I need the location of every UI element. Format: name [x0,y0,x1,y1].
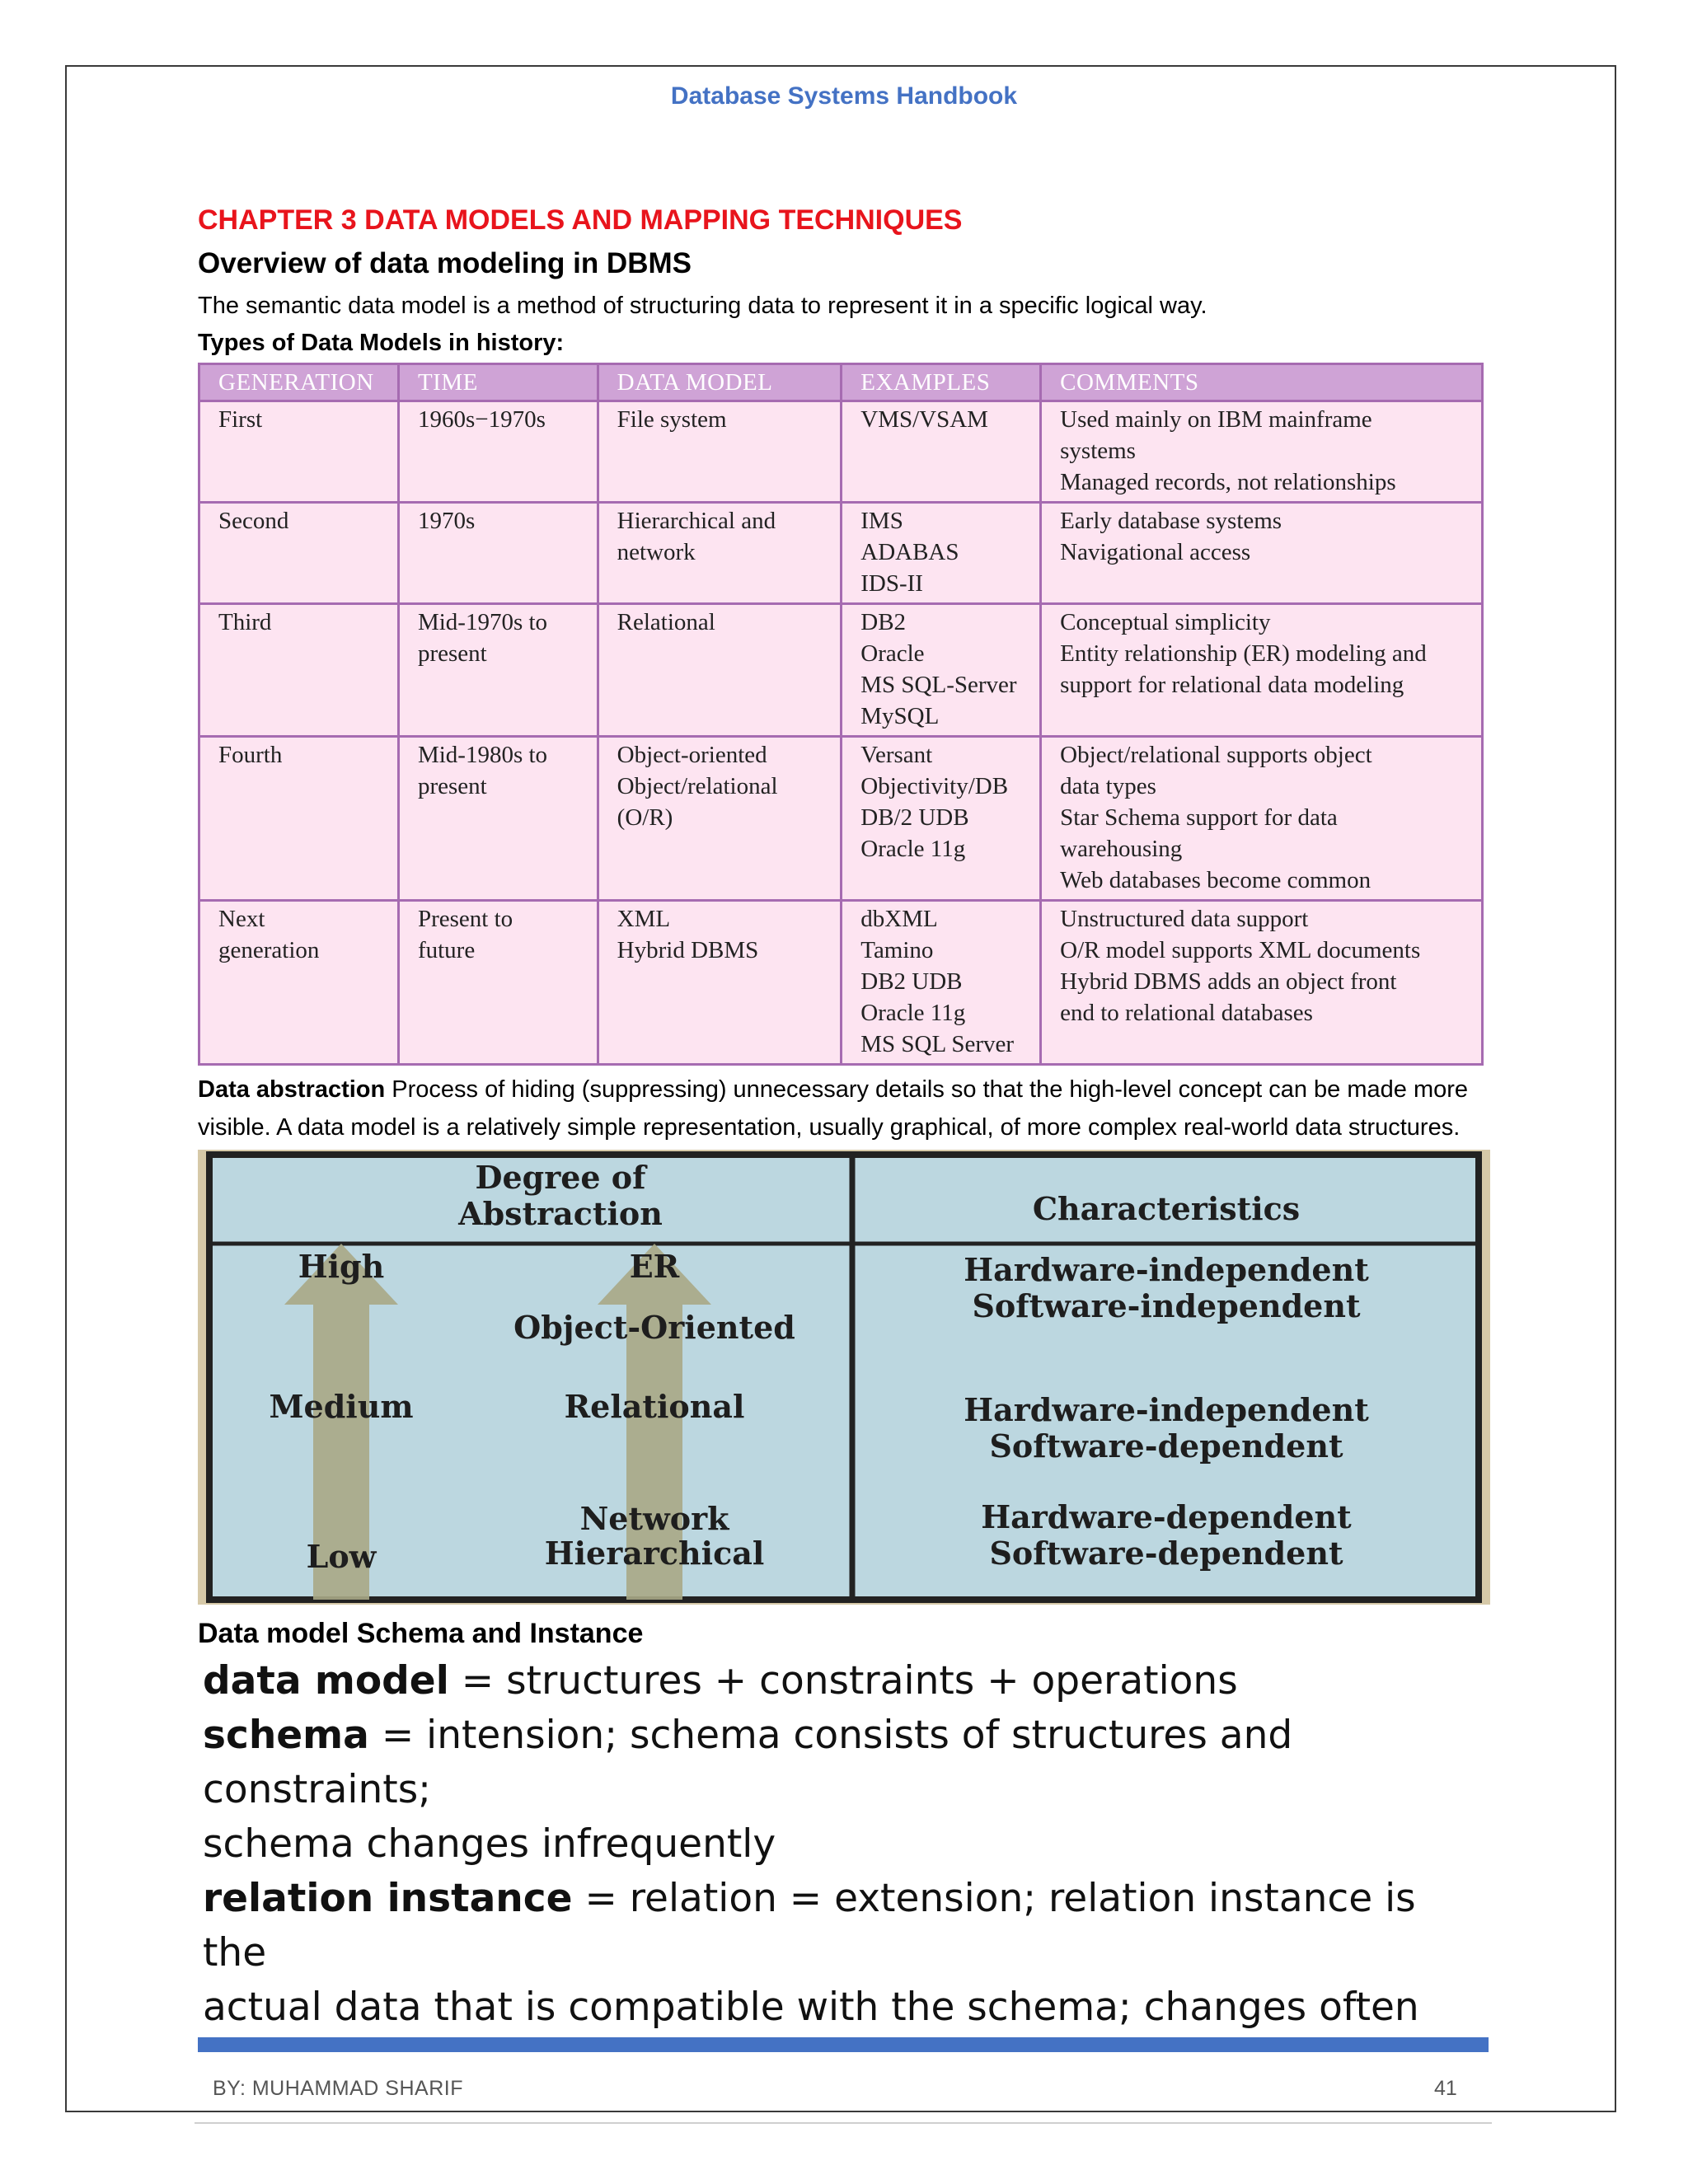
cell-line: MySQL [860,703,940,729]
column-header: COMMENTS [1041,364,1483,401]
table-body [199,401,1483,1065]
formula-text: = relation = extension; relation instance is the [203,1876,1416,1975]
level-medium: Medium [269,1388,414,1425]
cell-line: Third [218,609,272,635]
cell-line: Mid-1970s to [417,609,548,635]
cell-line: Objectivity/DB [860,773,1009,799]
cell-line: Hybrid DBMS adds an object front [1060,968,1397,995]
abstraction-paragraph [198,1071,1484,1146]
cell-line: Object-oriented [617,742,767,768]
cell-line: warehousing [1060,836,1183,862]
cell-line: 1960s−1970s [417,406,546,433]
time-cell [398,901,598,1065]
cell-line: Mid-1980s to [417,742,548,768]
formula-text: = structures + constraints + operations [448,1658,1238,1704]
cell-line: File system [617,406,727,433]
model-relational: Relational [564,1388,745,1425]
cell-line: O/R model supports XML documents [1060,937,1421,963]
examples-cell [842,401,1041,503]
cell-line: Star Schema support for data [1060,804,1338,831]
cell-line: support for relational data modeling [1060,672,1404,698]
formula-term: relation instance [203,1876,573,1921]
cell-line: Object/relational supports object [1060,742,1372,768]
time-cell [398,401,598,503]
column-header: DATA MODEL [598,364,842,401]
cell-line: 1970s [417,508,476,534]
characteristic-line: Software-dependent [989,1427,1343,1465]
cell-line: dbXML [860,906,938,932]
generation-cell [199,604,399,737]
formula-text: = intension; schema consists of structures and constraints; [203,1713,1293,1812]
characteristics-high [857,1252,1475,1324]
section-heading: Overview of data modeling in DBMS [198,247,692,279]
cell-line: Navigational access [1060,539,1251,565]
characteristic-line: Hardware-independent [964,1391,1369,1428]
page-number: 41 [1434,2077,1457,2100]
cell-line: generation [218,937,320,963]
column-header: GENERATION [199,364,399,401]
cell-line: Object/relational [617,773,778,799]
formula-block [198,1654,1484,2035]
cell-line: Conceptual simplicity [1060,609,1271,635]
bottom-rule [195,2122,1492,2124]
characteristic-line: Hardware-dependent [981,1498,1352,1535]
cell-line: First [218,406,263,433]
model-hierarchical: Hierarchical [544,1535,765,1572]
characteristic-line: Hardware-independent [964,1251,1369,1288]
cell-line: IDS-II [860,570,923,597]
column-header: TIME [398,364,598,401]
cell-line: Managed records, not relationships [1060,469,1396,495]
cell-line: Tamino [860,937,934,963]
cell-line: DB/2 UDB [860,804,969,831]
level-high: High [298,1248,385,1285]
cell-line: Relational [617,609,715,635]
cell-line: Oracle 11g [860,1000,966,1026]
comments-cell [1041,604,1483,737]
examples-cell [842,901,1041,1065]
model-network: Network [579,1500,729,1537]
cell-line: present [417,773,487,799]
generation-cell [199,503,399,604]
cell-line: data types [1060,773,1156,799]
cell-line: Hierarchical and [617,508,776,534]
cell-line: Web databases become common [1060,867,1372,893]
footer-bar [198,2037,1489,2052]
footer-author: BY: MUHAMMAD SHARIF [213,2077,463,2100]
cell-line: Early database systems [1060,508,1282,534]
degree-header-line: Abstraction [458,1195,663,1232]
cell-line: present [417,640,487,667]
examples-cell [842,737,1041,901]
generations-table [198,363,1484,1066]
model-object-oriented: Object-Oriented [513,1309,795,1346]
table-header-row [199,364,1483,401]
cell-line: Entity relationship (ER) modeling and [1060,640,1427,667]
cell-line: systems [1060,438,1136,464]
data-model-cell [598,401,842,503]
degree-header-line: Degree of [475,1159,646,1196]
characteristics-low [857,1499,1475,1572]
cell-line: DB2 UDB [860,968,963,995]
schema-heading: Data model Schema and Instance [198,1618,644,1649]
cell-line: Fourth [218,742,283,768]
cell-line: Oracle 11g [860,836,966,862]
characteristic-line: Software-dependent [989,1535,1343,1572]
cell-line: network [617,539,696,565]
types-heading: Types of Data Models in history: [198,330,565,356]
cell-line: (O/R) [617,804,673,831]
formula-line [198,1654,1484,1708]
time-cell [398,737,598,901]
table-row [199,503,1483,604]
time-cell [398,604,598,737]
chapter-title: CHAPTER 3 DATA MODELS AND MAPPING TECHNIQUES [198,204,963,236]
cell-line: Used mainly on IBM mainframe [1060,406,1372,433]
data-model-cell [598,604,842,737]
column-header: EXAMPLES [842,364,1041,401]
cell-line: ADABAS [860,539,959,565]
abstraction-term: Data abstraction [198,1076,386,1103]
table-row [199,737,1483,901]
characteristics-medium [857,1392,1475,1465]
formula-line: actual data that is compatible with the schema; changes often [203,1985,1419,2030]
comments-cell [1041,503,1483,604]
examples-cell [842,604,1041,737]
comments-cell [1041,737,1483,901]
cell-line: Hybrid DBMS [617,937,759,963]
model-er: ER [629,1248,680,1285]
cell-line: Unstructured data support [1060,906,1309,932]
page-content [198,199,1484,2035]
formula-term: data model [203,1658,449,1704]
data-model-cell [598,901,842,1065]
abstraction-text: Process of hiding (suppressing) unnecessary details so that the high-level concept can be made more visible. A data model is a relatively simple representation, usually graphical, of more complex real-world data structures. [198,1076,1469,1141]
cell-line: MS SQL-Server [860,672,1017,698]
cell-line: Oracle [860,640,925,667]
cell-line: VMS/VSAM [860,406,988,433]
table-row [199,604,1483,737]
table-row [199,401,1483,503]
cell-line: Next [218,906,265,932]
page-header: Database Systems Handbook [670,82,1018,110]
generation-cell [199,737,399,901]
cell-line: future [417,937,476,963]
formula-line [198,1708,1484,1817]
data-model-cell [598,503,842,604]
intro-paragraph: The semantic data model is a method of structuring data to represent it in a specific logical way. [198,293,1207,319]
characteristics-header: Characteristics [1032,1190,1301,1227]
cell-line: Second [218,508,289,534]
cell-line: XML [617,906,671,932]
cell-line: IMS [860,508,903,534]
formula-line: schema changes infrequently [203,1821,776,1867]
cell-line: Present to [417,906,513,932]
abstraction-figure [198,1150,1490,1605]
data-model-cell [598,737,842,901]
examples-cell [842,503,1041,604]
comments-cell [1041,401,1483,503]
cell-line: end to relational databases [1060,1000,1313,1026]
formula-line [198,1872,1484,1980]
table-row [199,901,1483,1065]
generation-cell [199,401,399,503]
generation-cell [199,901,399,1065]
cell-line: Versant [860,742,933,768]
degree-header [396,1160,725,1232]
time-cell [398,503,598,604]
level-low: Low [306,1538,377,1575]
comments-cell [1041,901,1483,1065]
characteristic-line: Software-independent [972,1287,1361,1324]
cell-line: MS SQL Server [860,1031,1015,1057]
cell-line: DB2 [860,609,907,635]
formula-term: schema [203,1713,369,1758]
